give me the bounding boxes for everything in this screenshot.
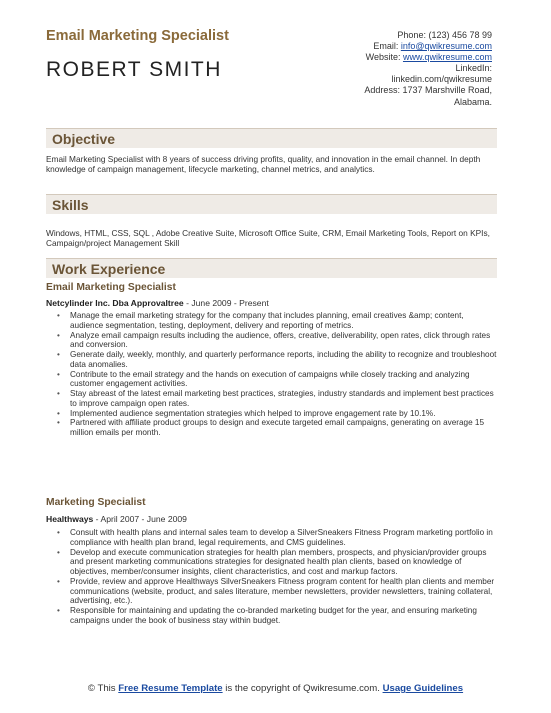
job1-title: Email Marketing Specialist bbox=[46, 282, 176, 293]
contact-website-label: Website: bbox=[365, 52, 403, 63]
experience-heading: Work Experience bbox=[52, 261, 166, 277]
job1-bullet-list bbox=[46, 311, 498, 438]
job1-dates: - June 2009 - Present bbox=[183, 298, 269, 308]
contact-email-link[interactable]: info@qwikresume.com bbox=[400, 41, 492, 52]
objective-heading-bar bbox=[46, 128, 497, 148]
job1-bullet: • Analyze email campaign results including the audience, offers, creative, deliverability, open rates, click through rates and conversion. bbox=[46, 331, 498, 351]
contact-email-label: Email: bbox=[373, 41, 401, 52]
footer-middle: is the copyright of Qwikresume.com. bbox=[222, 683, 383, 694]
job1-company: Netcylinder Inc. Dba Approvaltree bbox=[46, 298, 184, 308]
objective-heading: Objective bbox=[52, 131, 116, 147]
objective-text: Email Marketing Specialist with 8 years of success driving profits, quality, and innovation in the email channel. In depth knowledge of campaign management, lifecycle marketing, channel metrics, and analytics. bbox=[46, 154, 481, 175]
job1-bullet: • Manage the email marketing strategy for the company that includes planning, email creatives &amp; content, audience segmentation, testing, deployment, delivery and reporting of metrics. bbox=[46, 311, 498, 331]
free-resume-template-link[interactable]: Free Resume Template bbox=[118, 683, 223, 694]
job2-dates: - April 2007 - June 2009 bbox=[93, 514, 187, 524]
job2-company-row bbox=[46, 514, 187, 524]
copyright-footer bbox=[0, 683, 551, 695]
job2-bullet: • Responsible for maintaining and updating the co-branded marketing budget for the year, and ensuring marketing campaigns under the book of business stay within budget. bbox=[46, 606, 498, 626]
skills-heading: Skills bbox=[52, 197, 89, 213]
contact-address-line2: Alabama. bbox=[453, 96, 492, 107]
job2-bullet: • Provide, review and approve Healthways SilverSneakers Fitness program content for health plan clients and member communications (website, product, and sales literature, member newsletters, provider newsletters, training collateral, advertising, etc.). bbox=[46, 577, 498, 606]
job1-bullet: • Stay abreast of the latest email marketing best practices, strategies, industry standards and implement best practices to improve campaign open rates. bbox=[46, 389, 498, 409]
job1-bullet: • Contribute to the email strategy and the hands on execution of campaigns while closely tracking and analyzing customer engagement activities. bbox=[46, 370, 498, 390]
job1-company-row bbox=[46, 298, 269, 308]
job2-bullet: • Develop and execute communication strategies for health plan members, prospects, and physician/provider groups and present marketing communications strategies for designated health plan clients, based on knowledge of objectives, member/consumer insights, client characteristics, and cost and markup factors. bbox=[46, 548, 498, 577]
contact-address-line1: Address: 1737 Marshville Road, bbox=[364, 85, 492, 96]
usage-guidelines-link[interactable]: Usage Guidelines bbox=[382, 683, 464, 694]
job2-company: Healthways bbox=[46, 514, 94, 524]
contact-linkedin: linkedin.com/qwikresume bbox=[391, 74, 492, 85]
contact-website-link[interactable]: www.qwikresume.com bbox=[402, 52, 492, 63]
skills-text: Windows, HTML, CSS, SQL , Adobe Creative Suite, Microsoft Office Suite, CRM, Email Marketing Tools, Report on KPIs, Campaign/project Management Skill bbox=[46, 228, 490, 249]
job-title: Email Marketing Specialist bbox=[46, 28, 229, 44]
candidate-name: ROBERT SMITH bbox=[46, 58, 222, 81]
experience-heading-bar bbox=[46, 258, 497, 278]
job2-bullet-list bbox=[46, 528, 498, 626]
contact-linkedin-label: LinkedIn: bbox=[455, 63, 492, 74]
skills-heading-bar bbox=[46, 194, 497, 214]
contact-block bbox=[364, 30, 492, 108]
contact-email-row bbox=[364, 41, 492, 52]
job1-bullet: • Partnered with affiliate product groups to design and execute targeted email campaigns, generating on average 15 million emails per month. bbox=[46, 418, 498, 438]
job2-bullet: • Consult with health plans and internal sales team to develop a SilverSneakers Fitness Program marketing portfolio in compliance with health plan brand, legal requirements, and CMS guidelines. bbox=[46, 528, 498, 548]
job1-bullet: • Implemented audience segmentation strategies which helped to improve engagement rate by 10.1%. bbox=[46, 409, 498, 419]
footer-prefix: © This bbox=[87, 683, 119, 694]
job2-title: Marketing Specialist bbox=[46, 497, 146, 508]
contact-website-row bbox=[364, 52, 492, 63]
job1-bullet: • Generate daily, weekly, monthly, and quarterly performance reports, including the ability to recognize and troubleshoot data anomalies. bbox=[46, 350, 498, 370]
contact-phone: Phone: (123) 456 78 99 bbox=[397, 30, 492, 40]
